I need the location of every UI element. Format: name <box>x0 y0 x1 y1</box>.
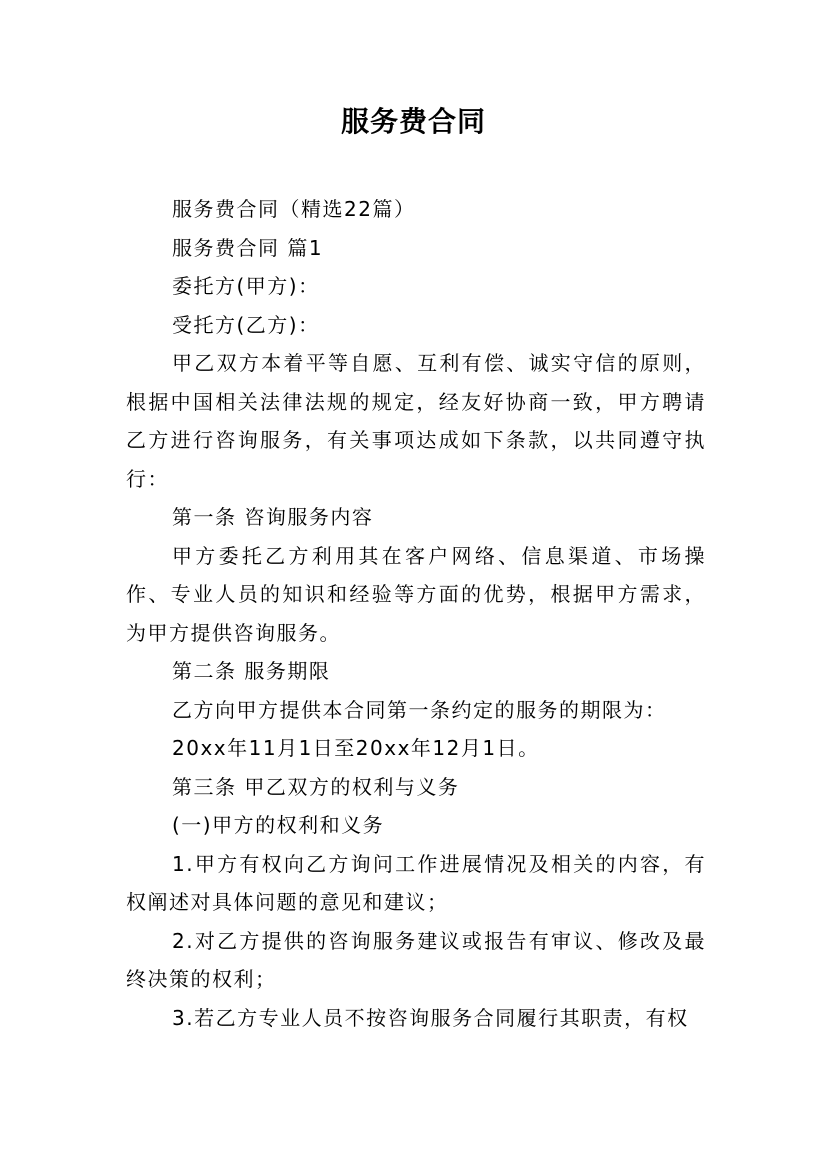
article-2-dates: 20xx年11月1日至20xx年12月1日。 <box>172 736 540 760</box>
article-3-item-2: 2.对乙方提供的咨询服务建议或报告有审议、修改及最终决策的权利； <box>126 928 706 991</box>
article-2-heading: 第二条 服务期限 <box>172 659 331 683</box>
article-2-body: 乙方向甲方提供本合同第一条约定的服务的期限为： <box>172 697 667 722</box>
subtitle-paragraph: 服务费合同（精选22篇） <box>172 197 416 221</box>
party-a-line: 委托方(甲方)： <box>172 274 320 298</box>
section-heading: 服务费合同 篇1 <box>172 235 324 260</box>
article-3-subheading: (一)甲方的权利和义务 <box>172 813 385 837</box>
document-title: 服务费合同 <box>340 105 486 138</box>
preamble-paragraph: 甲乙双方本着平等自愿、互利有偿、诚实守信的原则，根据中国相关法律法规的规定，经友好协商一致，甲方聘请乙方进行咨询服务，有关事项达成如下条款，以共同遵守执行： <box>126 351 706 491</box>
document-body <box>126 190 706 1037</box>
article-3-heading: 第三条 甲乙双方的权利与义务 <box>172 774 460 799</box>
article-3-item-1: 1.甲方有权向乙方询问工作进展情况及相关的内容，有权阐述对具体问题的意见和建议； <box>126 851 706 914</box>
party-b-line: 受托方(乙方)： <box>172 312 320 337</box>
article-1-body: 甲方委托乙方利用其在客户网络、信息渠道、市场操作、专业人员的知识和经验等方面的优势，根据甲方需求，为甲方提供咨询服务。 <box>126 543 706 645</box>
article-1-heading: 第一条 咨询服务内容 <box>172 505 374 529</box>
article-3-item-3: 3.若乙方专业人员不按咨询服务合同履行其职责，有权 <box>172 1005 689 1030</box>
